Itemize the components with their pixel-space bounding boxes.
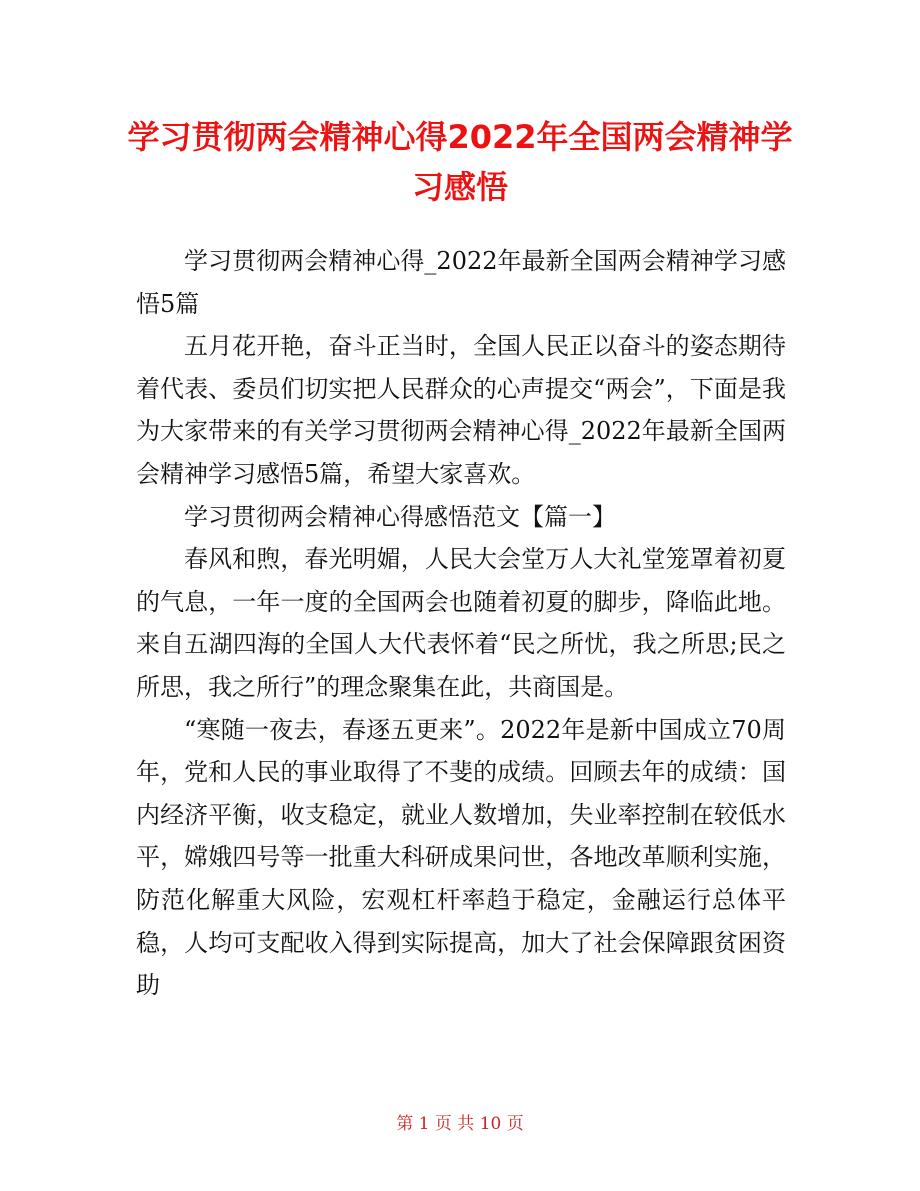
paragraph-body-2: “寒随一夜去，春逐五更来”。2022年是新中国成立70周年，党和人民的事业取得了不斐的成绩。回顾去年的成绩：国内经济平衡，收支稳定，就业人数增加，失业率控制在较低水平，嫦娥四号等一批重大科研成果问世，各地改革顺利实施，防范化解重大风险，宏观杠杆率趋于稳定，金融运行总体平稳，人均可支配收入得到实际提高，加大了社会保障跟贫困资助 [136, 715, 786, 1000]
document-title: 学习贯彻两会精神心得2022年全国两会精神学习感悟 [127, 118, 793, 206]
page-number-indicator: 第 1 页 共 10 页 [396, 1114, 524, 1134]
paragraph-body-1: 春风和煦，春光明媚，人民大会堂万人大礼堂笼罩着初夏的气息，一年一度的全国两会也随着初夏的脚步，降临此地。来自五湖四海的全国人大代表怀着“民之所忧，我之所思;民之所思，我之所行”的理念聚集在此，共商国是。 [136, 545, 786, 701]
paragraph-subtitle: 学习贯彻两会精神心得_2022年最新全国两会精神学习感悟5篇 [136, 247, 786, 318]
document-body [136, 240, 786, 1007]
section-heading-part-one: 学习贯彻两会精神心得感悟范文【篇一】 [184, 502, 616, 531]
paragraph-intro: 五月花开艳，奋斗正当时，全国人民正以奋斗的姿态期待着代表、委员们切实把人民群众的心声提交“两会”，下面是我为大家带来的有关学习贯彻两会精神心得_2022年最新全国两会精神学习感悟5篇，希望大家喜欢。 [136, 332, 786, 488]
page-footer [0, 1112, 920, 1136]
